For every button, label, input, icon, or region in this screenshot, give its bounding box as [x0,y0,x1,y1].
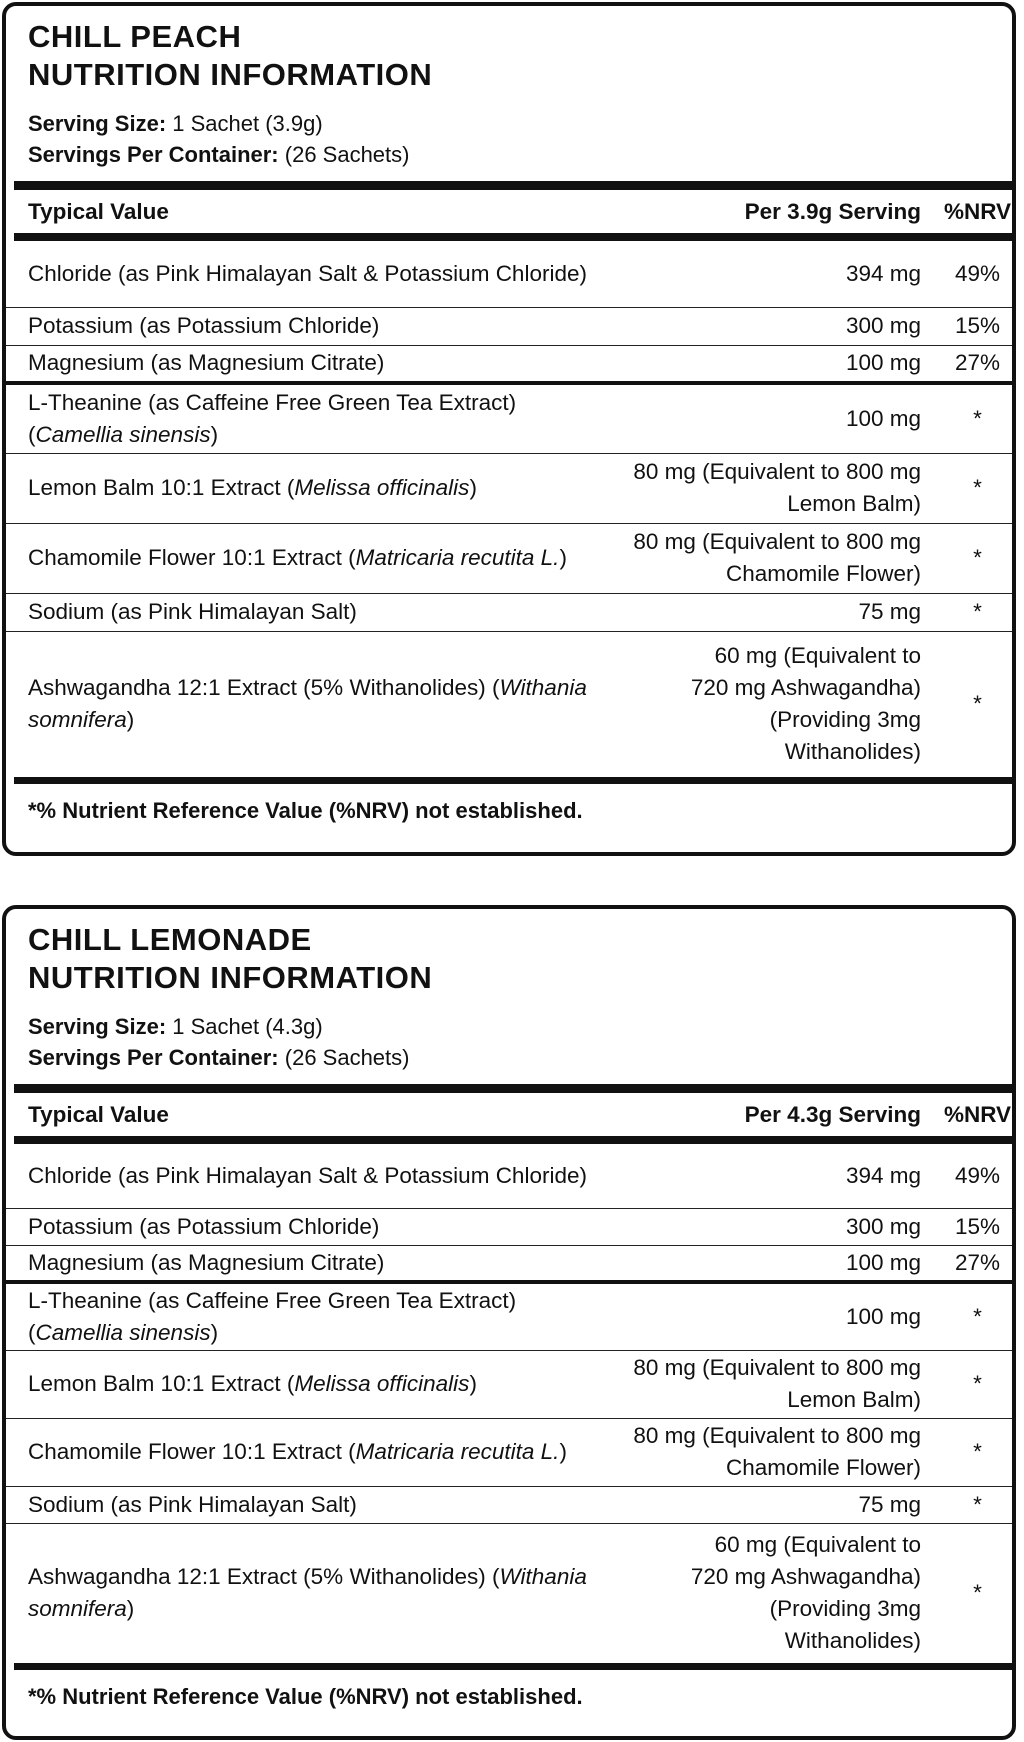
botanical-name: Camellia sinensis [35,1319,211,1345]
table-row [6,1350,1016,1418]
nutrient-name [6,1350,603,1418]
nutrient-nrv: * [921,1486,1016,1523]
table-row [6,1418,1016,1486]
nutrient-amount: 100 mg [603,345,921,383]
column-header-per-serving: Per 4.3g Serving [744,1101,921,1127]
nutrient-name: Magnesium (as Magnesium Citrate) [6,345,603,383]
nutrient-name [6,1523,603,1663]
nutrient-amount: 75 mg [603,593,921,631]
table-row [6,1523,1016,1663]
servings-value: (26 Sachets) [278,1045,410,1070]
nutrient-name-text: Chamomile Flower 10:1 Extract ( [28,1439,356,1464]
nutrient-amount: 80 mg (Equivalent to 800 mg Lemon Balm) [603,453,921,523]
product-title: CHILL LEMONADE [28,922,312,957]
nutrient-name-text: Lemon Balm 10:1 Extract ( [28,475,295,500]
nutrient-name: Sodium (as Pink Himalayan Salt) [6,593,603,631]
nutrient-name-text: ) [126,707,135,733]
nutrient-amount [603,631,921,777]
nutrient-nrv: 49% [921,241,1016,307]
nutrient-name-text: ) [469,1371,477,1396]
nutrient-amount: 80 mg (Equivalent to 800 mg Chamomile Flower) [603,1418,921,1486]
nutrient-name: Sodium (as Pink Himalayan Salt) [6,1486,603,1523]
table-header-row [6,190,1016,233]
product-title: CHILL PEACH [28,19,242,54]
table-row [6,1486,1016,1523]
table-row [6,1245,1016,1282]
column-header-nrv: %NRV [943,198,1012,224]
serving-size [28,1011,990,1042]
nutrient-nrv: * [973,1580,982,1606]
nutrient-name [6,383,603,453]
nutrient-amount: 100 mg [603,383,921,453]
nutrient-name-text: ) [559,1439,567,1464]
panel-header [6,909,1012,1073]
nutrient-nrv: * [921,1350,1016,1418]
nutrient-name-text: ) [126,1596,135,1622]
nutrition-table [6,190,1016,777]
table-header-row [6,1093,1016,1136]
botanical-name: Matricaria recutita L. [355,1439,560,1464]
table-row [6,523,1016,593]
nutrient-amount: 75 mg [603,1486,921,1523]
nutrient-name [6,523,603,593]
botanical-name: Melissa officinalis [294,1371,470,1396]
divider-bar [14,1136,1016,1144]
nutrient-nrv: 27% [921,1245,1016,1282]
table-row [6,593,1016,631]
nutrition-panel-chill-lemonade [2,905,1016,1740]
divider-bar [14,1084,1012,1093]
botanical-name: Withania somnifera [28,1564,587,1622]
footnote: *% Nutrient Reference Value (%NRV) not established. [14,777,1012,827]
nutrient-name: Magnesium (as Magnesium Citrate) [6,1245,603,1282]
nutrient-name: Chloride (as Pink Himalayan Salt & Potassium Chloride) [6,241,603,307]
nutrient-name-text: Chamomile Flower 10:1 Extract ( [28,545,356,570]
footnote: *% Nutrient Reference Value (%NRV) not established. [14,1663,1012,1713]
nutrient-name-text: ) [469,475,477,500]
nutrient-nrv: * [921,1418,1016,1486]
nutrient-name-text: Ashwagandha 12:1 Extract (5% Withanolides) ( [28,1564,500,1590]
nutrient-nrv: * [973,691,982,717]
nutrient-amount: 100 mg [603,1282,921,1350]
nutrient-name [6,453,603,523]
nutrient-name [6,1418,603,1486]
nutrient-nrv: 15% [921,307,1016,345]
nutrition-heading: NUTRITION INFORMATION [28,960,433,995]
table-row [6,241,1016,307]
nutrient-nrv: * [921,383,1016,453]
nutrient-name-text: ) [210,1319,219,1345]
nutrient-name-text: Lemon Balm 10:1 Extract ( [28,1371,295,1396]
botanical-name: Withania somnifera [28,675,587,733]
table-row [6,631,1016,777]
nutrient-nrv: * [921,593,1016,631]
nutrient-nrv: * [921,523,1016,593]
nutrition-heading: NUTRITION INFORMATION [28,57,433,92]
serving-size-label: Serving Size: [28,1014,167,1039]
nutrient-name-text: ) [559,545,567,570]
servings-label: Servings Per Container: [28,142,279,167]
column-header-typical-value: Typical Value [28,1101,169,1127]
nutrient-amount: 100 mg [603,1245,921,1282]
nutrient-nrv: 15% [921,1208,1016,1245]
nutrient-nrv: 27% [921,345,1016,383]
table-row [6,1208,1016,1245]
column-header-nrv: %NRV [943,1101,1012,1127]
nutrient-name [6,1282,603,1350]
table-row [6,307,1016,345]
nutrient-amount: 80 mg (Equivalent to 800 mg Lemon Balm) [603,1350,921,1418]
nutrient-amount: 300 mg [603,1208,921,1245]
nutrient-amount: 300 mg [603,307,921,345]
nutrient-nrv: 49% [921,1144,1016,1208]
nutrient-name-text: L-Theanine (as Caffeine Free Green Tea Extract) ( [28,1287,517,1345]
nutrient-amount-text: 60 mg (Equivalent to 720 mg Ashwagandha) (Providing 3mg Withanolides) [690,643,921,765]
nutrient-name: Potassium (as Potassium Chloride) [6,1208,603,1245]
botanical-name: Melissa officinalis [294,475,470,500]
table-row [6,453,1016,523]
panel-header [6,6,1012,170]
serving-size-label: Serving Size: [28,111,167,136]
nutrient-amount: 394 mg [603,1144,921,1208]
servings-label: Servings Per Container: [28,1045,279,1070]
nutrient-nrv: * [921,1282,1016,1350]
nutrient-amount: 394 mg [603,241,921,307]
nutrient-name-text: Ashwagandha 12:1 Extract (5% Withanolides) ( [28,675,500,701]
nutrient-nrv: * [921,453,1016,523]
serving-size [28,108,990,139]
table-row [6,383,1016,453]
serving-size-value: 1 Sachet (4.3g) [166,1014,323,1039]
nutrient-name: Chloride (as Pink Himalayan Salt & Potassium Chloride) [6,1144,603,1208]
servings-value: (26 Sachets) [278,142,410,167]
botanical-name: Camellia sinensis [35,421,211,447]
serving-size-value: 1 Sachet (3.9g) [166,111,323,136]
nutrient-amount: 80 mg (Equivalent to 800 mg Chamomile Flower) [603,523,921,593]
column-header-per-serving: Per 3.9g Serving [744,198,921,224]
nutrition-table [6,1093,1016,1663]
nutrient-name-text: ) [210,421,219,447]
divider-bar [14,181,1012,190]
botanical-name: Matricaria recutita L. [355,545,560,570]
nutrient-name: Potassium (as Potassium Chloride) [6,307,603,345]
nutrient-name-text: L-Theanine (as Caffeine Free Green Tea Extract) ( [28,389,517,447]
nutrient-amount-text: 60 mg (Equivalent to 720 mg Ashwagandha) (Providing 3mg Withanolides) [690,1532,921,1654]
nutrient-amount [603,1523,921,1663]
nutrition-panel-chill-peach [2,2,1016,856]
servings-per-container [28,139,990,170]
table-row [6,345,1016,383]
table-row [6,1144,1016,1208]
nutrient-name [6,631,603,777]
column-header-typical-value: Typical Value [28,198,169,224]
servings-per-container [28,1042,990,1073]
table-row [6,1282,1016,1350]
divider-bar [14,233,1016,241]
